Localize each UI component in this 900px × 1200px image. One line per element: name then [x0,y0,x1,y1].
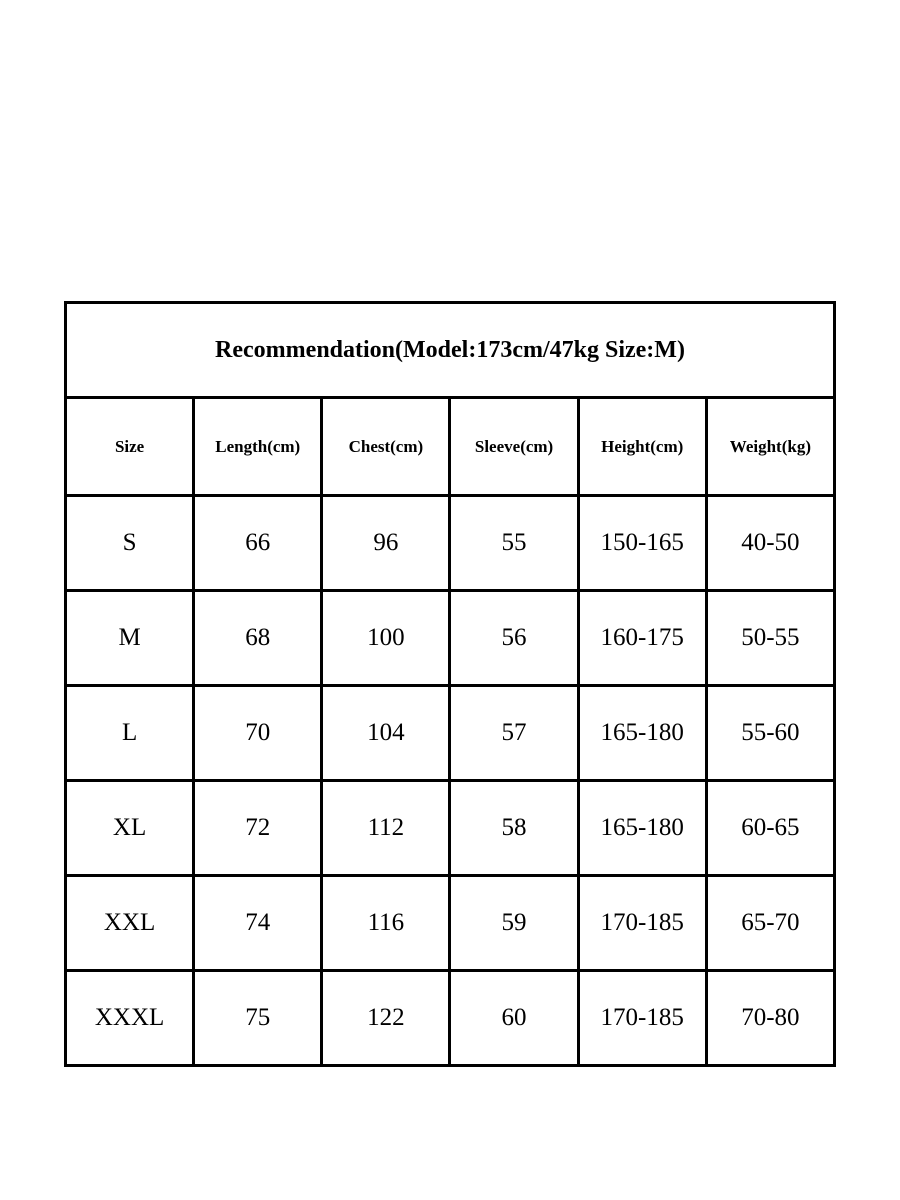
length-cell: 74 [194,876,322,971]
chest-cell: 104 [322,686,450,781]
sleeve-cell: 60 [450,971,578,1066]
header-length: Length(cm) [194,398,322,496]
header-sleeve: Sleeve(cm) [450,398,578,496]
weight-cell: 65-70 [706,876,834,971]
size-cell: M [66,591,194,686]
weight-cell: 50-55 [706,591,834,686]
sleeve-cell: 55 [450,496,578,591]
chest-cell: 96 [322,496,450,591]
table-row [66,876,835,971]
size-cell: XXL [66,876,194,971]
table-title: Recommendation(Model:173cm/47kg Size:M) [66,303,835,398]
chest-cell: 116 [322,876,450,971]
length-cell: 70 [194,686,322,781]
title-row [66,303,835,398]
table-row [66,591,835,686]
table-row [66,781,835,876]
length-cell: 72 [194,781,322,876]
table-row [66,496,835,591]
height-cell: 170-185 [578,876,706,971]
height-cell: 150-165 [578,496,706,591]
size-chart-table [64,301,836,1067]
height-cell: 165-180 [578,781,706,876]
sleeve-cell: 58 [450,781,578,876]
height-cell: 170-185 [578,971,706,1066]
weight-cell: 60-65 [706,781,834,876]
header-weight: Weight(kg) [706,398,834,496]
height-cell: 165-180 [578,686,706,781]
sleeve-cell: 56 [450,591,578,686]
length-cell: 75 [194,971,322,1066]
size-cell: XXXL [66,971,194,1066]
size-cell: S [66,496,194,591]
header-row [66,398,835,496]
size-cell: L [66,686,194,781]
chest-cell: 122 [322,971,450,1066]
sleeve-cell: 57 [450,686,578,781]
chest-cell: 112 [322,781,450,876]
chest-cell: 100 [322,591,450,686]
header-chest: Chest(cm) [322,398,450,496]
weight-cell: 70-80 [706,971,834,1066]
table-row [66,686,835,781]
height-cell: 160-175 [578,591,706,686]
table-row [66,971,835,1066]
header-size: Size [66,398,194,496]
length-cell: 66 [194,496,322,591]
weight-cell: 40-50 [706,496,834,591]
header-height: Height(cm) [578,398,706,496]
weight-cell: 55-60 [706,686,834,781]
sleeve-cell: 59 [450,876,578,971]
length-cell: 68 [194,591,322,686]
size-cell: XL [66,781,194,876]
